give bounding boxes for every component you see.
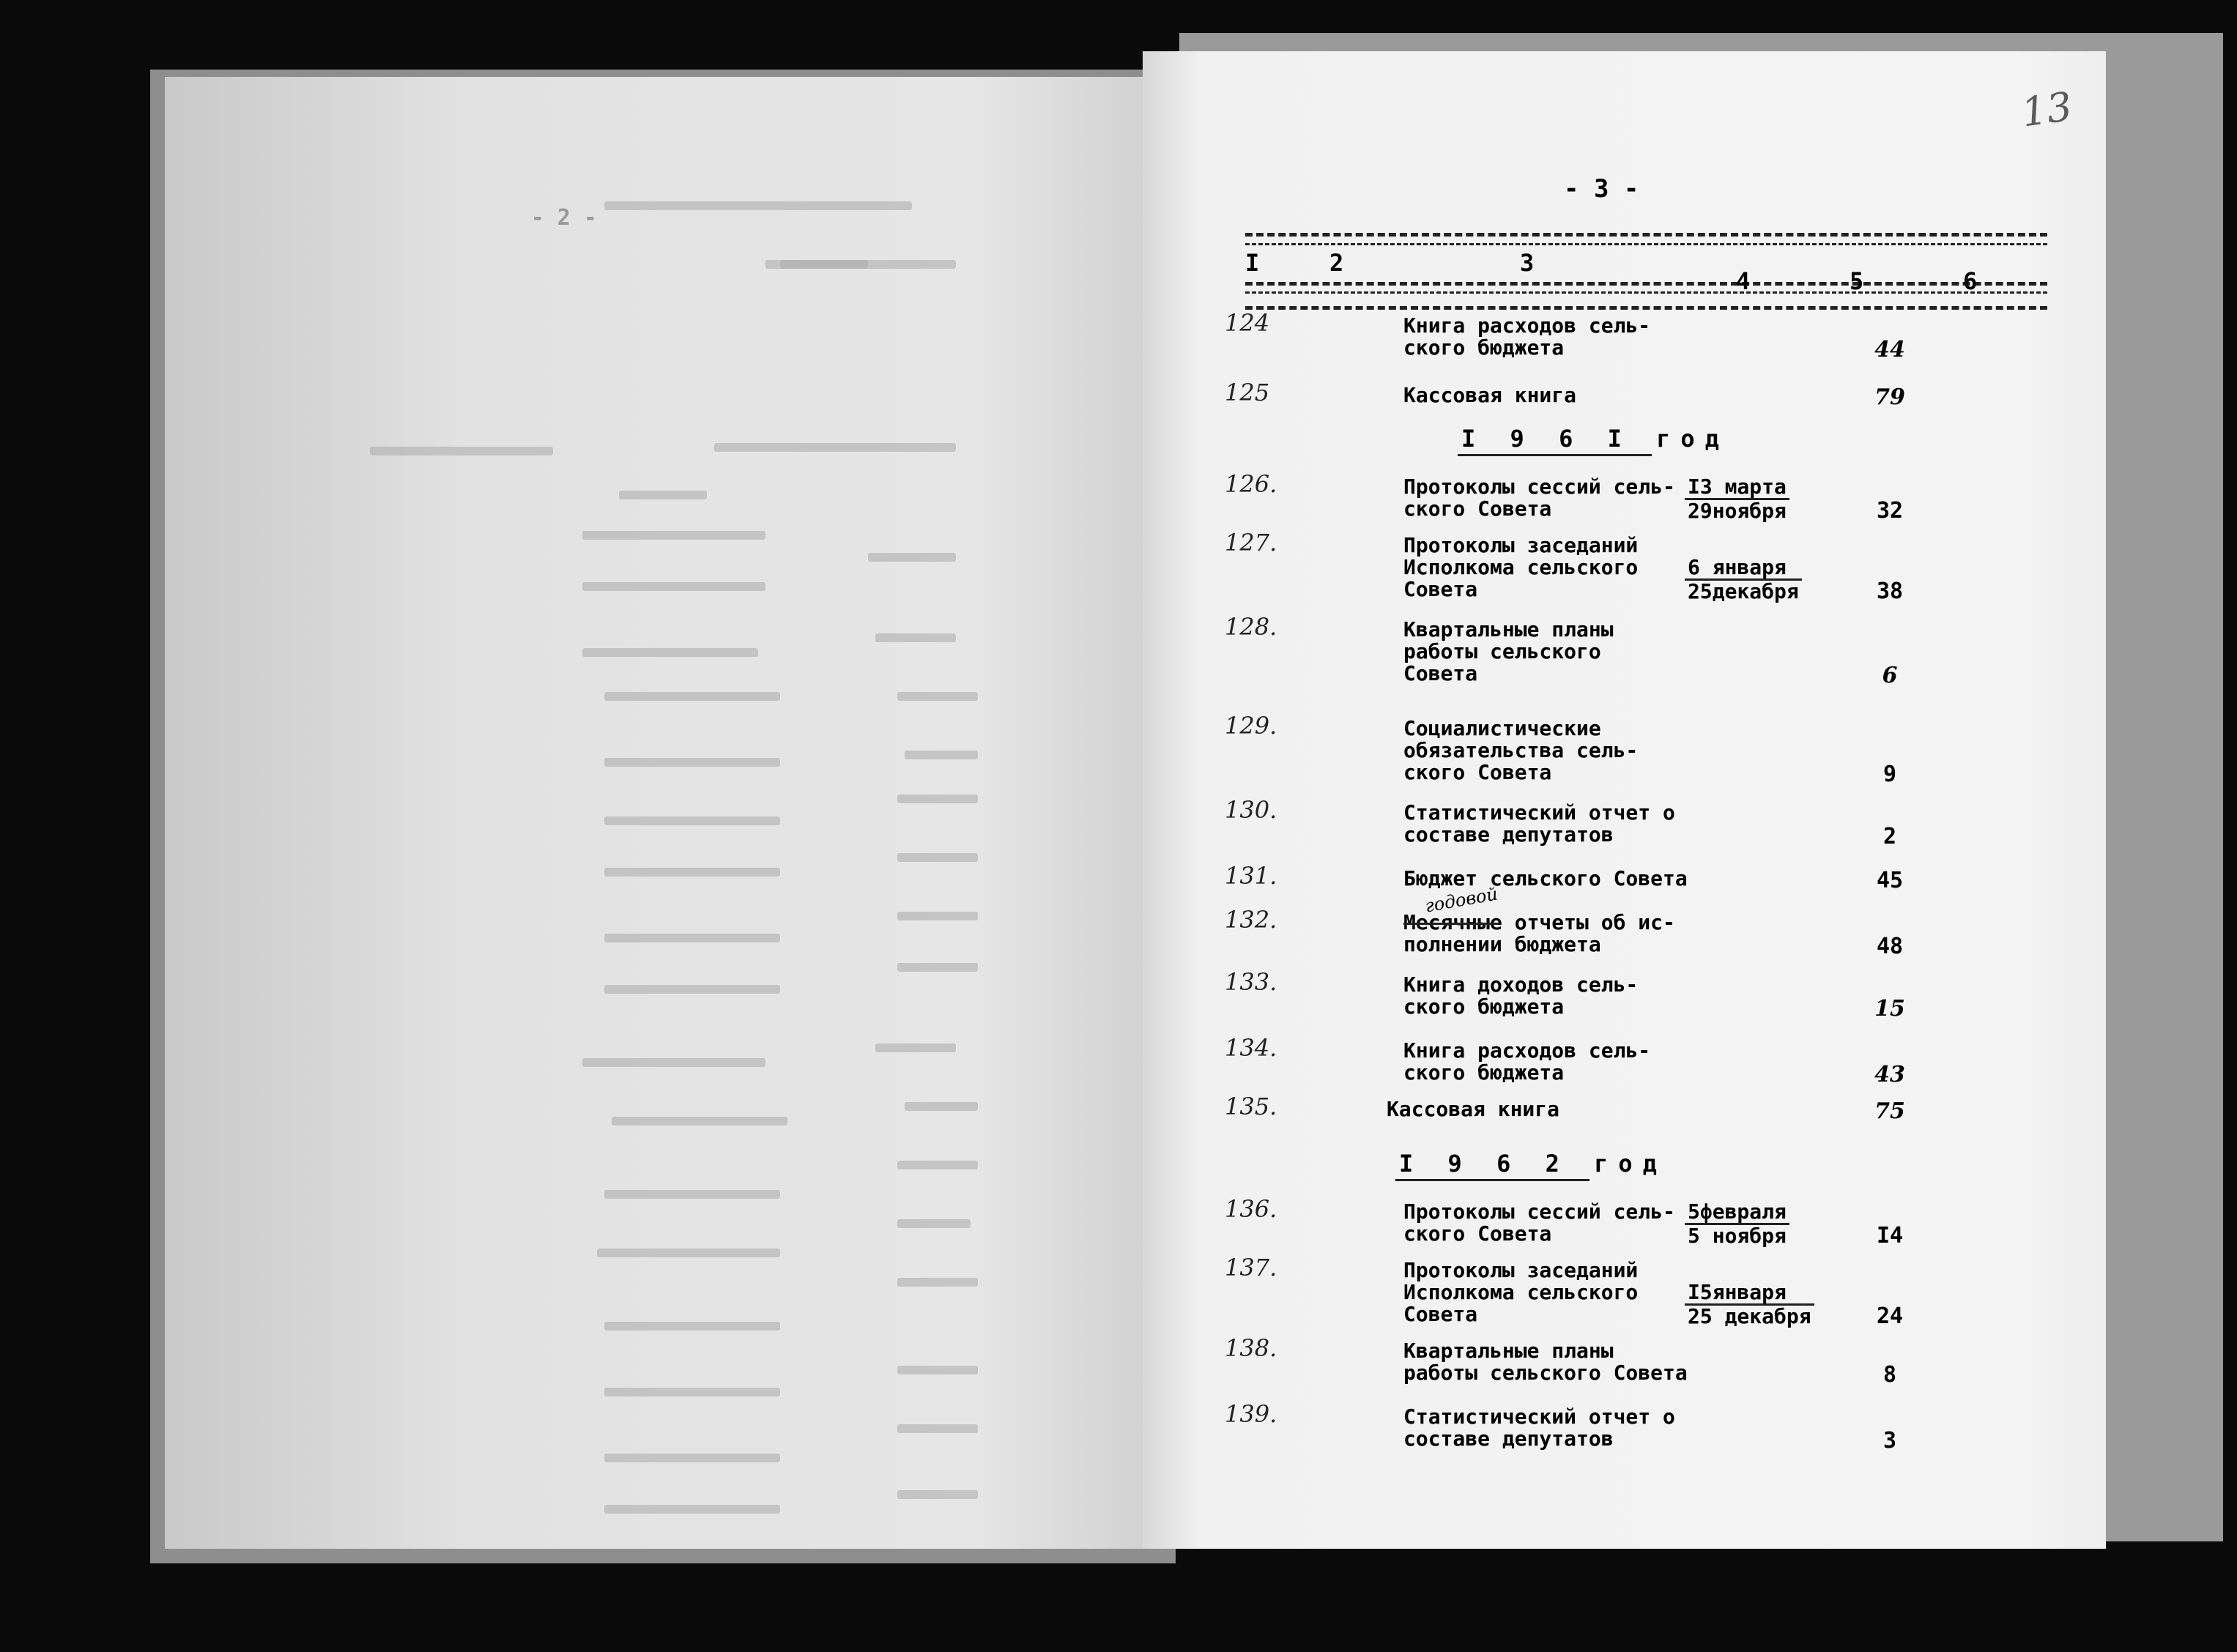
bleed-through-text — [165, 77, 1176, 1549]
page-heading: - 3 - — [1564, 174, 1639, 204]
ghost-line — [604, 934, 780, 942]
entry-title: Протоколы заседаний Исполкома сельского Совета — [1403, 533, 1639, 601]
entry-number: 126. — [1225, 470, 1277, 498]
ghost-line — [897, 1366, 978, 1374]
entry-number: 132. — [1225, 906, 1277, 934]
entry-title: Статистический отчет о составе депутатов — [1403, 800, 1675, 847]
year-underline — [1395, 1179, 1589, 1181]
entry-title: Статистический отчет о составе депутатов — [1403, 1404, 1675, 1451]
ghost-line — [604, 692, 780, 701]
entry-title: Протоколы сессий сель- ского Совета — [1403, 1199, 1675, 1246]
ghost-line — [868, 553, 956, 562]
column-number: 2 — [1329, 249, 1344, 277]
entry-number: 129. — [1225, 712, 1277, 740]
entry-sheet-count: 48 — [1876, 934, 1904, 959]
entry-number: 125 — [1225, 379, 1270, 406]
entry-date-range — [1685, 1201, 1789, 1247]
table-header-rule-3 — [1245, 306, 2047, 310]
entry-number: 127. — [1225, 529, 1277, 557]
ghost-line — [897, 963, 978, 972]
ghost-line — [604, 1388, 780, 1396]
entry-number: 130. — [1225, 796, 1277, 824]
entry-title: Квартальные планы работы сельского Совета — [1403, 617, 1614, 685]
entry-date-range — [1685, 1281, 1814, 1328]
ghost-line — [780, 260, 868, 269]
ghost-line — [604, 758, 780, 767]
ghost-line — [714, 443, 956, 452]
entry-sheet-count: 79 — [1874, 384, 1905, 410]
entry-number: 133. — [1225, 968, 1277, 996]
entry-title: Месячные отчеты об ис- полнении бюджета — [1403, 910, 1675, 956]
date-end: 25декабря — [1688, 579, 1799, 603]
entry-title: Книга расходов сель- ского бюджета — [1403, 313, 1651, 360]
ghost-line — [597, 1249, 780, 1257]
entry-number: 124 — [1225, 309, 1270, 337]
date-end: 25 декабря — [1688, 1304, 1811, 1328]
column-number: 5 — [1850, 267, 1864, 295]
ghost-line — [582, 531, 765, 540]
ghost-line — [604, 816, 780, 825]
column-number: I — [1245, 249, 1260, 277]
date-start: I5января — [1685, 1281, 1814, 1306]
entry-sheet-count: 6 — [1882, 663, 1898, 688]
entry-sheet-count: 45 — [1876, 868, 1904, 893]
entry-sheet-count: 8 — [1882, 1362, 1897, 1388]
entry-title: Протоколы сессий сель- ского Совета — [1403, 475, 1675, 521]
ghost-line — [897, 853, 978, 862]
column-number: 3 — [1520, 249, 1535, 277]
ghost-line — [604, 985, 780, 994]
entry-sheet-count: 24 — [1876, 1303, 1904, 1329]
ghost-line — [604, 1322, 780, 1331]
entry-sheet-count: 38 — [1876, 578, 1904, 604]
entry-sheet-count: 3 — [1882, 1428, 1897, 1454]
ghost-line — [897, 1278, 978, 1287]
date-start: 6 января — [1685, 557, 1802, 581]
date-end: 29ноября — [1688, 499, 1787, 523]
entry-sheet-count: 9 — [1882, 762, 1897, 787]
ghost-line — [604, 868, 780, 877]
archive-page-number: 13 — [2018, 83, 2075, 136]
left-page-label: - 2 - — [530, 205, 597, 231]
ghost-line — [604, 1505, 780, 1514]
table-header-rule-2 — [1245, 291, 2047, 294]
ghost-line — [582, 582, 765, 591]
ghost-line — [604, 1190, 780, 1199]
ghost-line — [897, 795, 978, 803]
table-header-rule — [1245, 282, 2047, 286]
entry-title: Книга доходов сель- ского бюджета — [1403, 972, 1639, 1019]
left-page — [165, 77, 1176, 1549]
entry-title: Социалистические обязательства сель- ского Совета — [1403, 716, 1639, 784]
ghost-line — [604, 201, 912, 210]
entry-number: 135. — [1225, 1093, 1277, 1120]
column-number: 4 — [1736, 267, 1751, 295]
ghost-line — [875, 1043, 956, 1052]
entry-title: Кассовая книга — [1387, 1097, 1560, 1121]
ghost-line — [604, 1454, 780, 1462]
date-end: 5 ноября — [1688, 1224, 1787, 1248]
ghost-line — [897, 1219, 971, 1228]
handwritten-correction: годовой — [1423, 883, 1499, 917]
entry-number: 136. — [1225, 1195, 1277, 1223]
year-heading: I 9 6 I год — [1461, 425, 1729, 453]
entry-title: Квартальные планы работы сельского Совета — [1403, 1339, 1688, 1385]
entry-title: Книга расходов сель- ского бюджета — [1403, 1038, 1651, 1084]
entry-number: 139. — [1225, 1400, 1277, 1428]
entry-sheet-count: 32 — [1876, 498, 1904, 524]
ghost-line — [905, 1102, 978, 1111]
ghost-line — [370, 447, 553, 455]
entry-sheet-count: 43 — [1874, 1062, 1905, 1087]
year-underline — [1458, 454, 1652, 456]
entry-sheet-count: 75 — [1874, 1098, 1905, 1124]
entry-sheet-count: 44 — [1874, 337, 1905, 362]
ghost-line — [582, 1058, 765, 1067]
ghost-line — [875, 633, 956, 642]
column-number: 6 — [1963, 267, 1978, 295]
date-start: I3 марта — [1685, 476, 1789, 500]
ghost-line — [897, 1161, 978, 1169]
ghost-line — [897, 1424, 978, 1433]
table-top-rule-2 — [1245, 243, 2047, 245]
entry-number: 134. — [1225, 1034, 1277, 1062]
ghost-line — [897, 912, 978, 920]
entry-title: Кассовая книга — [1403, 383, 1577, 407]
entry-sheet-count: 2 — [1882, 824, 1897, 849]
entry-date-range — [1685, 557, 1802, 603]
entry-title: Протоколы заседаний Исполкома сельского Совета — [1403, 1258, 1639, 1326]
ghost-line — [905, 751, 978, 759]
table-top-rule — [1245, 233, 2047, 237]
entry-number: 138. — [1225, 1334, 1277, 1362]
date-start: 5февраля — [1685, 1201, 1789, 1225]
strike-line — [1403, 923, 1499, 925]
entry-title: Бюджет сельского Совета — [1403, 866, 1688, 890]
entry-number: 131. — [1225, 862, 1277, 890]
entry-number: 128. — [1225, 613, 1277, 641]
ghost-line — [897, 692, 978, 701]
ghost-line — [582, 648, 758, 657]
entry-sheet-count: 15 — [1874, 996, 1905, 1022]
ghost-line — [897, 1490, 978, 1499]
entry-date-range — [1685, 476, 1789, 522]
ghost-line — [612, 1117, 787, 1125]
ghost-line — [619, 491, 707, 499]
entry-sheet-count: I4 — [1876, 1223, 1904, 1249]
year-heading: I 9 6 2 год — [1399, 1150, 1667, 1177]
entry-number: 137. — [1225, 1254, 1277, 1281]
